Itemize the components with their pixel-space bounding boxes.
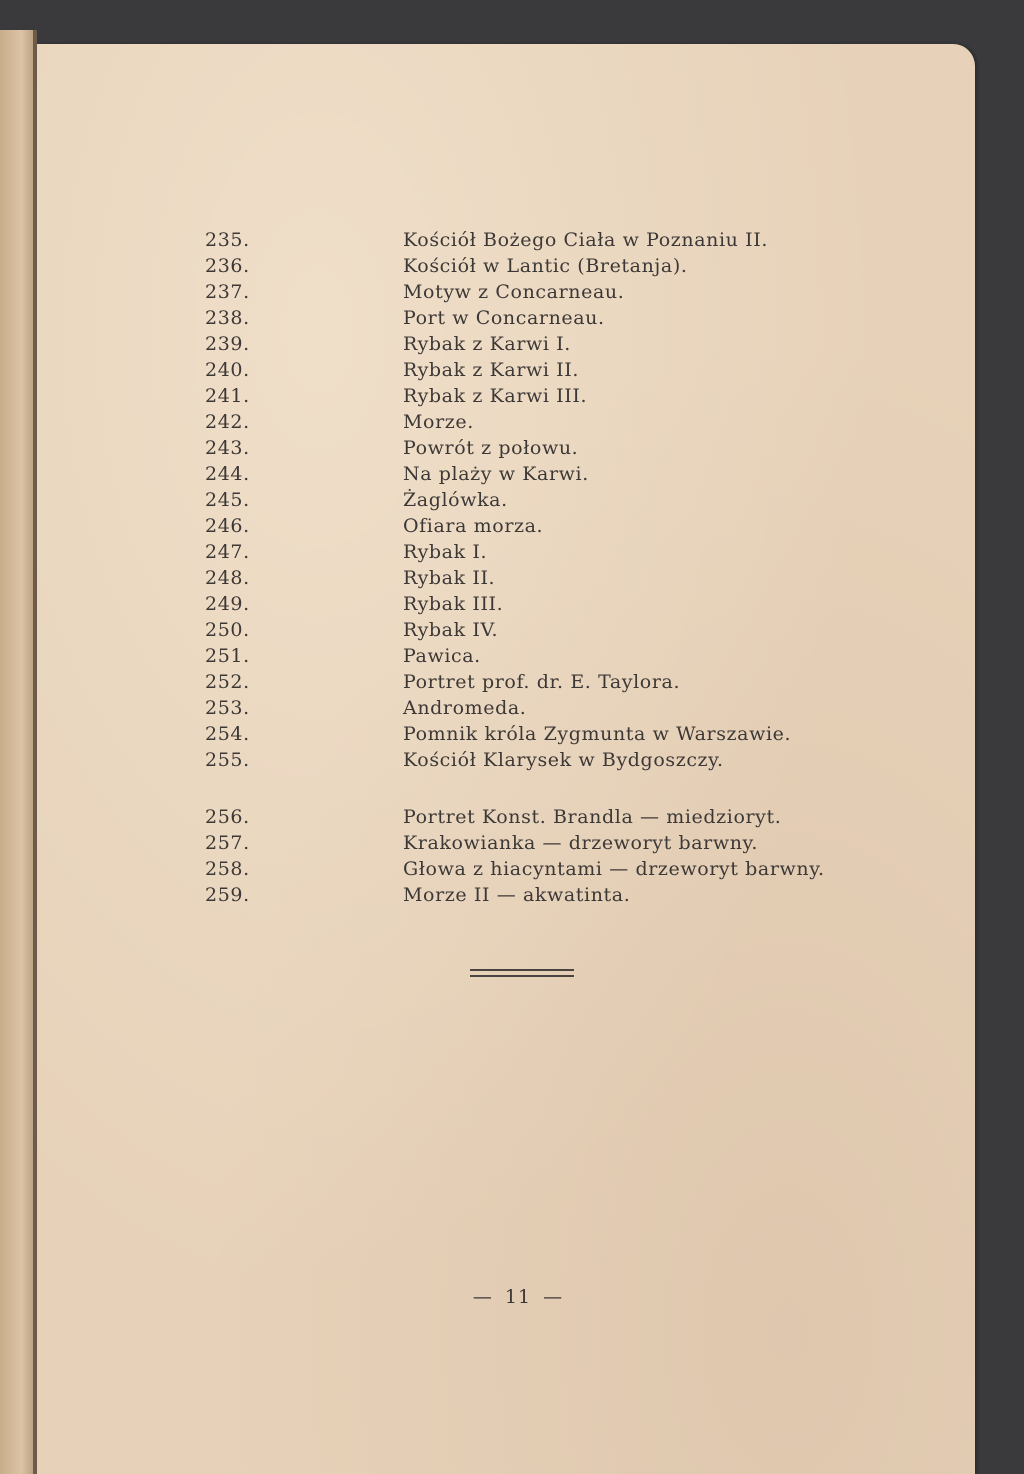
- entry-number: 256.: [205, 806, 250, 828]
- entry-title: Motyw z Concarneau.: [403, 281, 625, 303]
- entry-number: 241.: [205, 385, 250, 407]
- entry-number: 254.: [205, 723, 250, 745]
- entry-title: Kościół w Lantic (Bretanja).: [403, 255, 688, 277]
- entry-title: Pomnik króla Zygmunta w Warszawie.: [403, 723, 792, 745]
- entry-number: 252.: [205, 671, 250, 693]
- left-page-edge: [0, 30, 36, 1474]
- entry-title: Rybak z Karwi II.: [403, 359, 580, 381]
- entry-title: Krakowianka — drzeworyt barwny.: [403, 832, 758, 854]
- entry-number: 249.: [205, 593, 250, 615]
- entry-title: Kościół Bożego Ciała w Poznaniu II.: [403, 229, 768, 251]
- entry-title: Kościół Klarysek w Bydgoszczy.: [403, 749, 724, 771]
- entry-number: 259.: [205, 884, 250, 906]
- entry-title: Morze.: [403, 411, 474, 433]
- entry-number: 239.: [205, 333, 250, 355]
- page: [37, 44, 975, 1474]
- entry-title: Portret prof. dr. E. Taylora.: [403, 671, 681, 693]
- entry-title: Żaglówka.: [403, 489, 508, 511]
- entry-title: Morze II — akwatinta.: [403, 884, 631, 906]
- separator-rule-top: [470, 969, 574, 971]
- entry-title: Rybak III.: [403, 593, 504, 615]
- page-number-value: 11: [504, 1286, 532, 1308]
- entry-number: 247.: [205, 541, 250, 563]
- page-number-dash-left: —: [472, 1286, 493, 1308]
- page-number-dash-right: —: [543, 1286, 564, 1308]
- entry-number: 238.: [205, 307, 250, 329]
- entry-number: 248.: [205, 567, 250, 589]
- entry-number: 243.: [205, 437, 250, 459]
- entry-number: 236.: [205, 255, 250, 277]
- entry-title: Rybak II.: [403, 567, 496, 589]
- entry-title: Port w Concarneau.: [403, 307, 605, 329]
- entry-number: 235.: [205, 229, 250, 251]
- entry-number: 258.: [205, 858, 250, 880]
- entry-title: Głowa z hiacyntami — drzeworyt barwny.: [403, 858, 825, 880]
- entry-number: 244.: [205, 463, 250, 485]
- page-number: [37, 1286, 999, 1308]
- entry-number: 240.: [205, 359, 250, 381]
- entry-number: 253.: [205, 697, 250, 719]
- entry-number: 257.: [205, 832, 250, 854]
- entry-title: Rybak IV.: [403, 619, 499, 641]
- entry-number: 237.: [205, 281, 250, 303]
- entry-title: Rybak z Karwi III.: [403, 385, 588, 407]
- entry-title: Rybak z Karwi I.: [403, 333, 571, 355]
- entry-number: 242.: [205, 411, 250, 433]
- entry-number: 255.: [205, 749, 250, 771]
- entry-title: Portret Konst. Brandla — miedzioryt.: [403, 806, 782, 828]
- entry-title: Rybak I.: [403, 541, 488, 563]
- entry-number: 245.: [205, 489, 250, 511]
- entry-number: 251.: [205, 645, 250, 667]
- entry-number: 246.: [205, 515, 250, 537]
- entry-number: 250.: [205, 619, 250, 641]
- entry-title: Na plaży w Karwi.: [403, 463, 589, 485]
- entry-title: Andromeda.: [403, 697, 527, 719]
- separator-rule-bottom: [470, 975, 574, 977]
- entry-title: Pawica.: [403, 645, 481, 667]
- entry-title: Ofiara morza.: [403, 515, 544, 537]
- entry-title: Powrót z połowu.: [403, 437, 579, 459]
